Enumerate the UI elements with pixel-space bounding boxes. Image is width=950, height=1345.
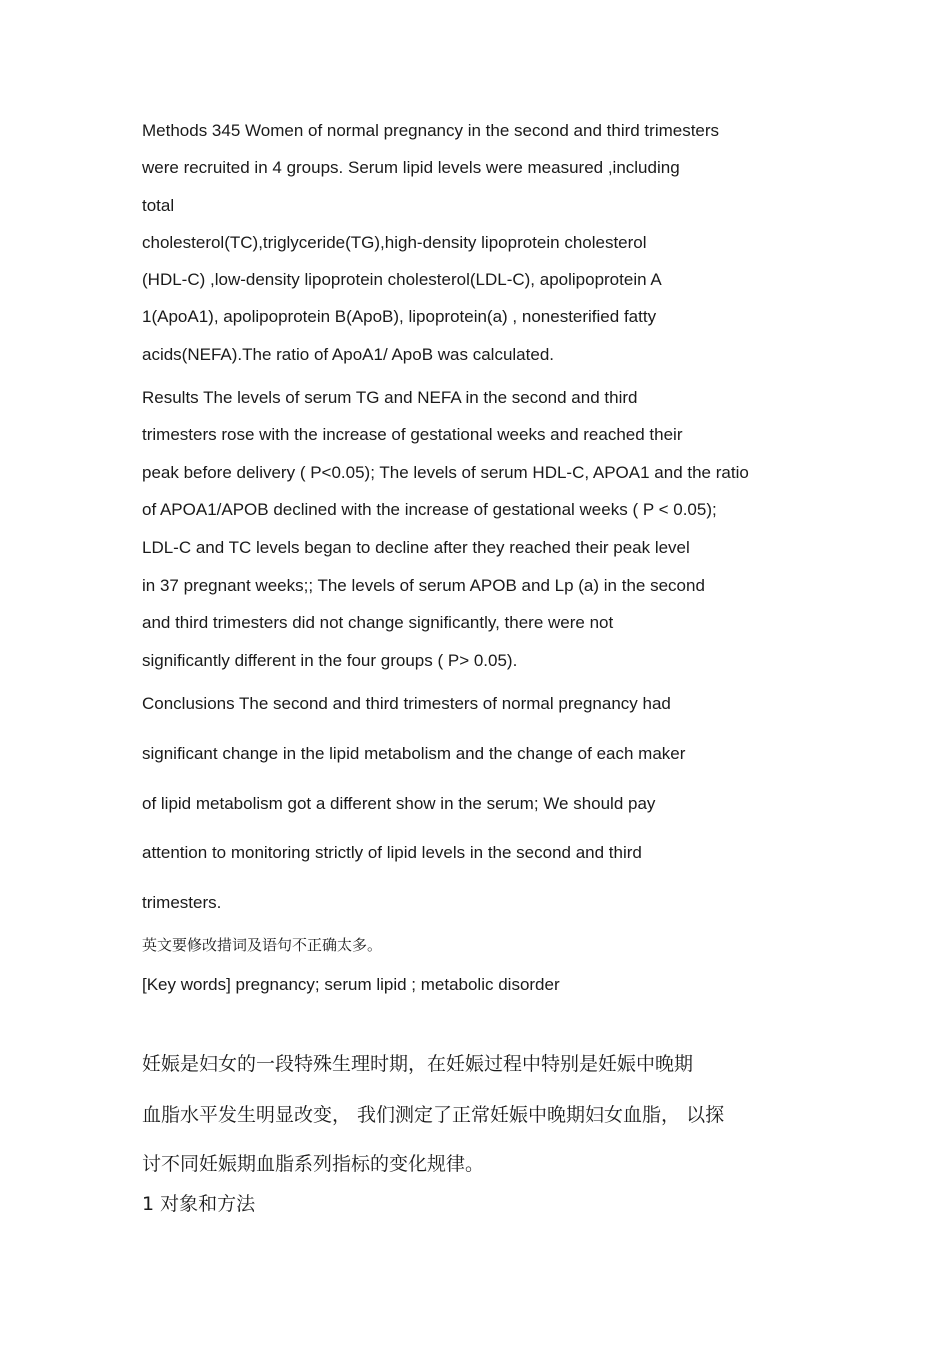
methods-line-2: were recruited in 4 groups. Serum lipid levels were measured ,including	[142, 158, 680, 177]
results-line-2: trimesters rose with the increase of gestational weeks and reached their	[142, 425, 683, 444]
methods-line-7: acids(NEFA).The ratio of ApoA1/ ApoB was calculated.	[142, 345, 554, 364]
results-line-5: LDL-C and TC levels began to decline after they reached their peak level	[142, 538, 690, 557]
methods-line-1: Methods 345 Women of normal pregnancy in the second and third trimesters	[142, 121, 720, 140]
results-line-7: and third trimesters did not change significantly, there were not	[142, 613, 614, 632]
results-line-6: in 37 pregnant weeks;; The levels of serum APOB and Lp (a) in the second	[142, 576, 705, 595]
methods-line-3: total	[142, 196, 175, 215]
results-line-4: of APOA1/APOB declined with the increase of gestational weeks ( P < 0.05);	[142, 500, 717, 519]
methods-line-6: 1(ApoA1), apolipoprotein B(ApoB), lipoprotein(a) , nonesterified fatty	[142, 307, 657, 326]
intro-line-1: 妊娠是妇女的一段特殊生理时期，在妊娠过程中特别是妊娠中晚期	[142, 1053, 694, 1075]
conclusions-line-5: trimesters.	[142, 893, 222, 912]
intro-line-2: 血脂水平发生明显改变， 我们测定了正常妊娠中晚期妇女血脂， 以探	[142, 1104, 725, 1126]
editor-note: 英文要修改措词及语句不正确太多。	[142, 936, 383, 954]
methods-line-5: (HDL-C) ,low-density lipoprotein cholesterol(LDL-C), apolipoprotein A	[142, 270, 662, 289]
results-line-3: peak before delivery ( P<0.05); The levels of serum HDL-C, APOA1 and the ratio	[142, 463, 749, 482]
methods-line-4: cholesterol(TC),triglyceride(TG),high-density lipoprotein cholesterol	[142, 233, 647, 252]
conclusions-line-1: Conclusions The second and third trimesters of normal pregnancy had	[142, 694, 671, 713]
intro-line-3: 讨不同妊娠期血脂系列指标的变化规律。	[142, 1153, 485, 1175]
results-line-1: Results The levels of serum TG and NEFA in the second and third	[142, 388, 638, 407]
conclusions-line-2: significant change in the lipid metabolism and the change of each maker	[142, 744, 686, 763]
keywords-line: [Key words] pregnancy; serum lipid ; metabolic disorder	[142, 975, 560, 994]
section-heading: 1 对象和方法	[142, 1193, 256, 1215]
conclusions-line-3: of lipid metabolism got a different show in the serum; We should pay	[142, 794, 656, 813]
results-line-8: significantly different in the four groups ( P> 0.05).	[142, 651, 518, 670]
conclusions-line-4: attention to monitoring strictly of lipid levels in the second and third	[142, 843, 642, 862]
